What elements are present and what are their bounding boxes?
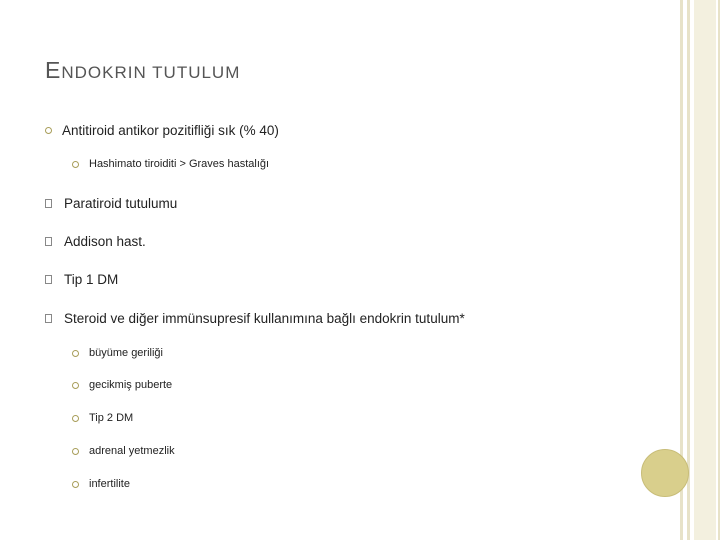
sub-list-item <box>72 412 133 424</box>
sub-list-item <box>72 379 172 391</box>
circle-bullet-icon <box>45 127 52 134</box>
list-item <box>45 123 279 138</box>
sub-bullet-text: Hashimato tiroiditi > Graves hastalığı <box>89 158 270 170</box>
sub-list-item <box>72 158 269 170</box>
decorative-circle <box>641 449 689 497</box>
circle-bullet-icon <box>72 350 79 357</box>
bullet-text: Antitiroid antikor pozitifliği sık (% 40) <box>62 123 279 138</box>
list-item <box>45 272 118 287</box>
bullet-text: Addison hast. <box>64 234 146 249</box>
sub-bullet-text: gecikmiş puberte <box>89 379 173 391</box>
sub-bullet-text: adrenal yetmezlik <box>89 445 175 457</box>
box-bullet-icon <box>45 314 52 323</box>
circle-bullet-icon <box>72 481 79 488</box>
sub-list-item <box>72 445 175 457</box>
circle-bullet-icon <box>72 382 79 389</box>
sub-list-item <box>72 478 130 490</box>
circle-bullet-icon <box>72 448 79 455</box>
right-border-decoration <box>680 0 720 540</box>
circle-bullet-icon <box>72 161 79 168</box>
sub-bullet-text: Tip 2 DM <box>89 412 134 424</box>
sub-bullet-text: büyüme geriliği <box>89 347 163 359</box>
circle-bullet-icon <box>72 415 79 422</box>
box-bullet-icon <box>45 275 52 284</box>
list-item <box>45 234 146 249</box>
title-rest: NDOKRIN TUTULUM <box>61 63 241 82</box>
sub-list-item <box>72 347 163 359</box>
bullet-text: Steroid ve diğer immünsupresif kullanımına bağlı endokrin tutulum* <box>64 311 465 326</box>
box-bullet-icon <box>45 237 52 246</box>
sub-bullet-text: infertilite <box>89 478 130 490</box>
bullet-text: Paratiroid tutulumu <box>64 196 178 211</box>
list-item <box>45 311 465 326</box>
list-item <box>45 196 177 211</box>
box-bullet-icon <box>45 199 52 208</box>
bullet-text: Tip 1 DM <box>64 272 119 287</box>
title-initial: E <box>45 57 62 83</box>
slide-title <box>45 57 240 84</box>
